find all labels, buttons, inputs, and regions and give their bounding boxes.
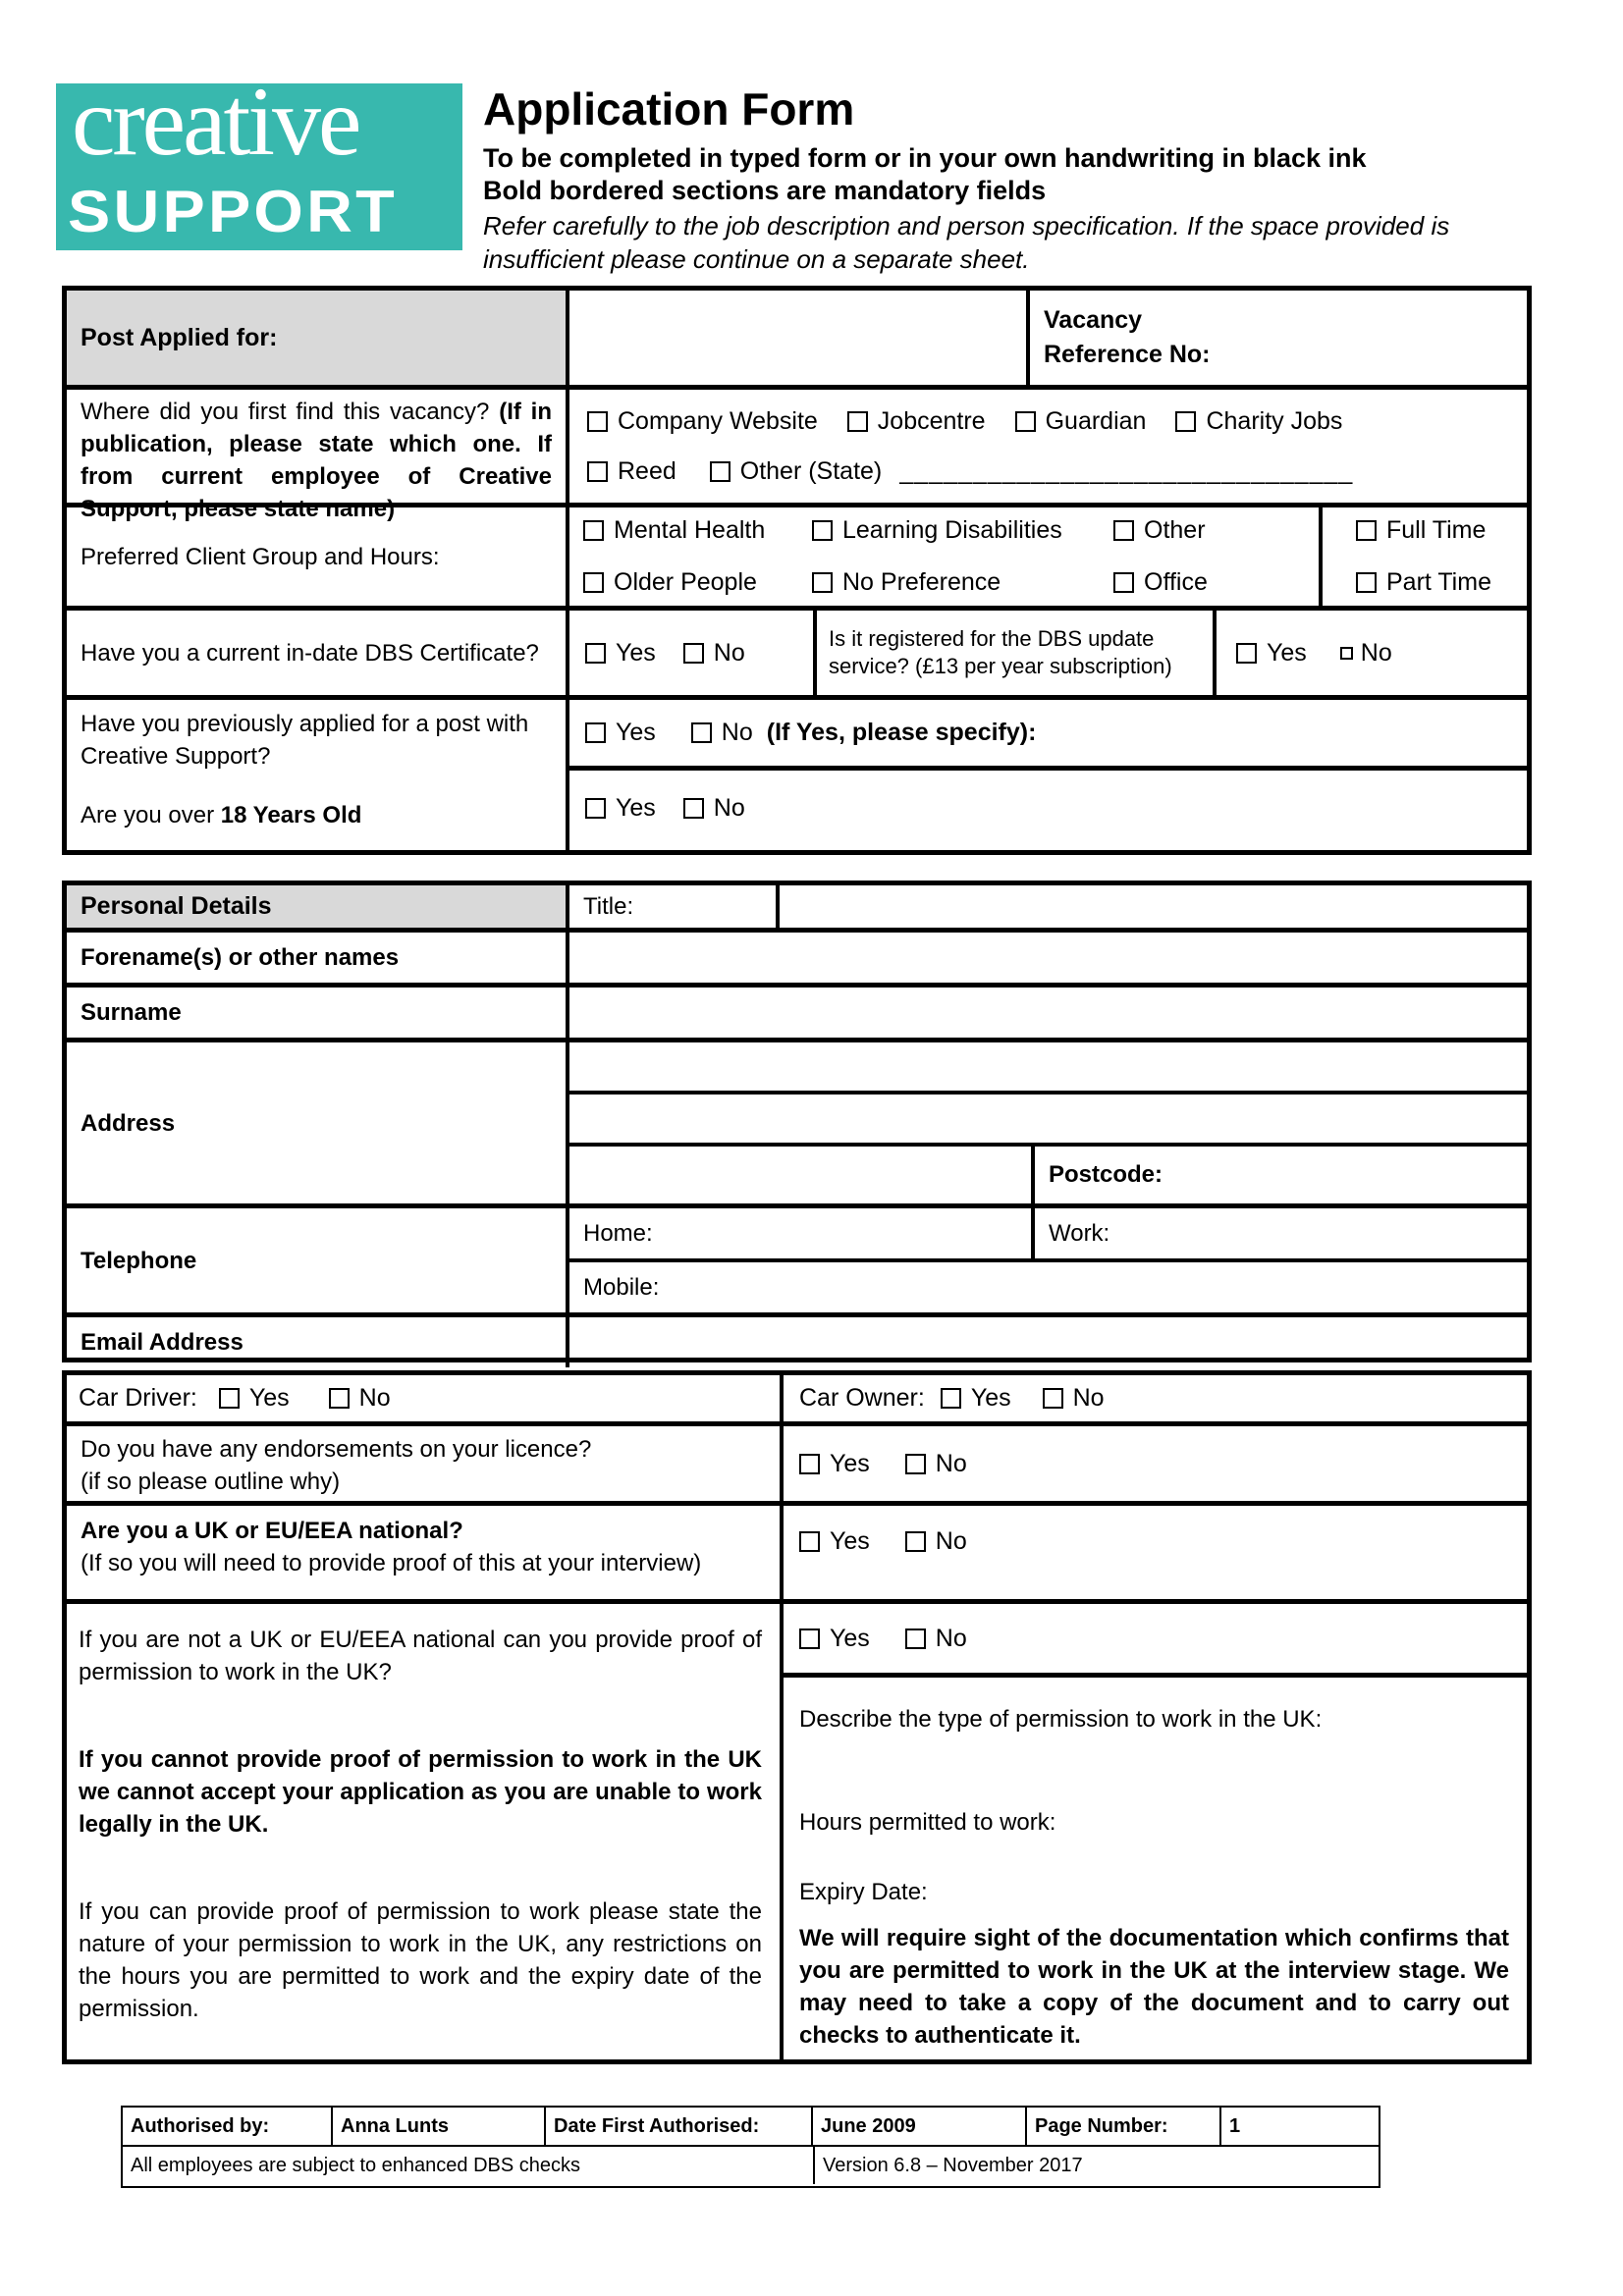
checkbox-company-website[interactable] <box>587 407 818 436</box>
checkbox-icon[interactable] <box>1015 411 1036 432</box>
find-vacancy-question-text: Where did you first find this vacancy? <box>81 399 490 425</box>
checkbox-icon[interactable] <box>329 1388 350 1409</box>
checkbox-other-state[interactable] <box>710 457 883 486</box>
previous-application-question: Have you previously applied for a post with Creative Support? <box>81 711 529 770</box>
checkbox-icon[interactable] <box>1113 520 1134 541</box>
post-applied-label: Post Applied for: <box>67 291 566 385</box>
find-vacancy-question-note: (If in publication, please state which one. If from current employee of Creative Support, please state name) <box>81 399 552 522</box>
address-line1-input[interactable] <box>569 1042 1527 1095</box>
car-row <box>67 1375 1527 1426</box>
checkbox-label: Yes <box>830 1449 870 1477</box>
checkbox-label: Yes <box>830 1624 870 1652</box>
checkbox-label: Company Website <box>618 406 818 435</box>
authorised-by-label: Authorised by: <box>131 2114 270 2137</box>
checkbox-label: Yes <box>248 1384 290 1412</box>
checkbox-label: Yes <box>616 638 656 667</box>
checkbox-dbs-no[interactable] <box>683 639 745 667</box>
vacancy-ref-line1: Vacancy <box>1044 306 1143 334</box>
checkbox-icon[interactable] <box>683 798 704 819</box>
checkbox-icon[interactable] <box>710 461 730 482</box>
age-question <box>81 799 552 831</box>
checkbox-icon[interactable] <box>585 722 606 743</box>
endorsements-question: Do you have any endorsements on your licence? <box>81 1436 592 1463</box>
checkbox-label: No <box>1072 1384 1105 1412</box>
checkbox-label: No <box>713 638 745 667</box>
checkbox-icon[interactable] <box>1043 1388 1063 1409</box>
checkbox-icon[interactable] <box>799 1531 820 1552</box>
endorsements-answer <box>780 1426 1527 1501</box>
telephone-label: Telephone <box>81 1247 197 1274</box>
previous-age-answers <box>566 700 1527 855</box>
checkbox-label: Other <box>1144 516 1206 544</box>
surname-row <box>67 988 1527 1042</box>
permission-details-cell <box>784 1678 1527 2059</box>
title-input[interactable] <box>776 885 1527 928</box>
mobile-phone-label: Mobile: <box>583 1273 660 1301</box>
authorised-by-value: Anna Lunts <box>331 2108 544 2145</box>
checkbox-icon[interactable] <box>691 722 712 743</box>
checkbox-office[interactable] <box>1113 568 1208 597</box>
checkbox-label: No <box>713 793 745 822</box>
date-first-authorised-label: Date First Authorised: <box>544 2108 811 2145</box>
logo-support-text: SUPPORT <box>68 179 398 244</box>
page-number-value: 1 <box>1219 2108 1379 2145</box>
checkbox-label: Charity Jobs <box>1206 406 1343 435</box>
personal-details-header-row <box>67 885 1527 933</box>
checkbox-label: Full Time <box>1386 516 1487 544</box>
email-row <box>67 1317 1527 1367</box>
car-owner-label: Car Owner: <box>799 1384 925 1412</box>
checkbox-icon[interactable] <box>585 798 606 819</box>
post-applied-input[interactable] <box>566 291 1026 385</box>
address-inputs <box>566 1042 1527 1203</box>
documentation-statement: We will require sight of the documentation which confirms that you are permitted to work in the UK at the interview stage. We may need to take a copy of the document and to carry out checks to authenticate it. <box>799 1925 1509 2049</box>
authorisation-footer-table <box>121 2106 1380 2188</box>
age-question-prefix: Are you over <box>81 802 221 828</box>
checkbox-learning-disabilities[interactable] <box>812 516 1113 545</box>
checkbox-icon[interactable] <box>1175 411 1196 432</box>
checkbox-icon[interactable] <box>1340 647 1353 660</box>
checkbox-icon[interactable] <box>587 461 608 482</box>
checkbox-label: No <box>1360 638 1392 667</box>
checkbox-car-driver-yes[interactable] <box>219 1384 290 1413</box>
vacancy-source-options <box>566 390 1527 503</box>
footer-row-1 <box>123 2108 1379 2147</box>
checkbox-no-preference[interactable] <box>812 568 1113 597</box>
vacancy-ref-line2: Reference No: <box>1044 341 1211 368</box>
checkbox-icon[interactable] <box>847 411 868 432</box>
dbs-checks-note: All employees are subject to enhanced DBS checks <box>131 2154 581 2176</box>
checkbox-label: No <box>721 719 753 746</box>
checkbox-uk-national-no[interactable] <box>905 1527 967 1556</box>
checkbox-part-time[interactable] <box>1356 568 1527 597</box>
checkbox-full-time[interactable] <box>1356 516 1527 545</box>
checkbox-label: No <box>935 1449 967 1477</box>
checkbox-dbs-yes[interactable] <box>585 639 656 667</box>
previous-and-age-rows <box>67 700 1527 855</box>
address-line2-input[interactable] <box>569 1095 1527 1146</box>
checkbox-dbs-update-yes[interactable] <box>1236 639 1307 667</box>
checkbox-endorsements-yes[interactable] <box>799 1450 870 1478</box>
telephone-home-work <box>569 1208 1527 1262</box>
address-line3-input[interactable] <box>569 1147 1031 1203</box>
checkbox-car-owner-yes[interactable] <box>941 1384 1011 1413</box>
checkbox-label: Learning Disabilities <box>842 516 1062 544</box>
creative-support-logo <box>56 83 462 250</box>
footer-row-2 <box>123 2147 1379 2184</box>
email-input[interactable] <box>566 1317 1527 1367</box>
version-text: Version 6.8 – November 2017 <box>813 2147 1379 2184</box>
address-label: Address <box>81 1109 176 1137</box>
forename-input[interactable] <box>566 933 1527 983</box>
checkbox-icon[interactable] <box>1113 572 1134 593</box>
checkbox-icon[interactable] <box>583 572 604 593</box>
checkbox-label: Yes <box>830 1527 870 1555</box>
checkbox-icon[interactable] <box>905 1454 926 1474</box>
vacancy-section-table <box>62 286 1532 855</box>
checkbox-label: No <box>358 1384 391 1412</box>
title-label: Title: <box>566 885 776 928</box>
header-instruction-1: To be completed in typed form or in your own handwriting in black ink <box>483 142 1367 173</box>
preferred-group-label: Preferred Client Group and Hours: <box>81 543 440 570</box>
personal-details-header: Personal Details <box>67 885 566 928</box>
telephone-row <box>67 1208 1527 1317</box>
eligibility-table <box>62 1370 1532 2064</box>
checkbox-label: No <box>935 1624 967 1652</box>
checkbox-guardian[interactable] <box>1015 407 1147 436</box>
page-number-label: Page Number: <box>1025 2108 1219 2145</box>
dbs-update-yes-no <box>1213 611 1527 695</box>
age-question-bold: 18 Years Old <box>220 802 362 828</box>
work-permission-row <box>67 1604 1527 2064</box>
hours-permitted-label: Hours permitted to work: <box>799 1809 1056 1836</box>
checkbox-label: Other (State) <box>739 456 883 485</box>
endorsements-row <box>67 1426 1527 1506</box>
find-vacancy-question <box>67 390 566 522</box>
work-permission-answers <box>780 1604 1527 2064</box>
checkbox-age-no[interactable] <box>683 794 745 823</box>
dbs-question: Have you a current in-date DBS Certificate? <box>81 639 539 667</box>
client-group-row <box>67 507 1527 611</box>
other-state-input[interactable]: _______________________________ <box>899 456 1354 485</box>
address-line3 <box>569 1147 1527 1203</box>
checkbox-label: Reed <box>618 456 676 485</box>
checkbox-permission-no[interactable] <box>905 1625 967 1653</box>
checkbox-label: Jobcentre <box>877 406 986 435</box>
header-instruction-2: Bold bordered sections are mandatory fields <box>483 176 1047 206</box>
age-answer <box>569 771 1527 845</box>
previous-age-labels <box>67 700 566 855</box>
checkbox-icon[interactable] <box>219 1388 240 1409</box>
uk-national-question: Are you a UK or EU/EEA national? <box>81 1518 463 1544</box>
checkbox-icon[interactable] <box>683 643 704 664</box>
checkbox-previous-yes[interactable] <box>585 719 656 747</box>
client-group-options <box>566 507 1319 606</box>
work-permission-questions <box>67 1604 780 2064</box>
checkbox-label: Yes <box>616 793 656 822</box>
page-title: Application Form <box>483 83 855 134</box>
checkbox-icon[interactable] <box>587 411 608 432</box>
checkbox-label: Yes <box>970 1384 1011 1412</box>
forename-row <box>67 933 1527 988</box>
expiry-date-label: Expiry Date: <box>799 1879 928 1905</box>
checkbox-icon[interactable] <box>585 643 606 664</box>
car-driver-cell <box>67 1375 780 1421</box>
checkbox-car-owner-no[interactable] <box>1043 1384 1105 1413</box>
checkbox-reed[interactable] <box>587 457 676 486</box>
checkbox-charity-jobs[interactable] <box>1175 407 1342 436</box>
checkbox-uk-national-yes[interactable] <box>799 1527 870 1556</box>
post-applied-row <box>67 291 1527 390</box>
checkbox-icon[interactable] <box>812 572 833 593</box>
checkbox-previous-no[interactable] <box>691 719 753 747</box>
checkbox-icon[interactable] <box>1236 643 1257 664</box>
checkbox-endorsements-no[interactable] <box>905 1450 967 1478</box>
dbs-update-question: Is it registered for the DBS update service? (£13 per year subscription) <box>813 611 1213 695</box>
home-phone-label: Home: <box>583 1219 653 1247</box>
cannot-provide-statement: If you cannot provide proof of permission to work in the UK we cannot accept your application as you are unable to work legally in the UK. <box>79 1746 762 1838</box>
checkbox-icon[interactable] <box>799 1454 820 1474</box>
work-phone-label: Work: <box>1031 1208 1527 1258</box>
checkbox-jobcentre[interactable] <box>847 407 986 436</box>
checkbox-label: No <box>935 1527 967 1555</box>
checkbox-label: Office <box>1144 568 1208 596</box>
checkbox-icon[interactable] <box>941 1388 961 1409</box>
dbs-yes-no <box>566 611 813 695</box>
checkbox-label: Part Time <box>1386 568 1491 596</box>
checkbox-label: Yes <box>616 719 656 746</box>
logo-creative-text: creative <box>72 83 359 176</box>
checkbox-mental-health[interactable] <box>583 516 812 545</box>
telephone-inputs <box>566 1208 1527 1312</box>
car-driver-label: Car Driver: <box>79 1384 197 1412</box>
checkbox-car-driver-no[interactable] <box>329 1384 391 1413</box>
postcode-label: Postcode: <box>1031 1147 1527 1203</box>
describe-permission-label: Describe the type of permission to work in the UK: <box>799 1706 1323 1733</box>
surname-input[interactable] <box>566 988 1527 1038</box>
uk-national-note: (If so you will need to provide proof of this at your interview) <box>81 1550 702 1576</box>
checkbox-icon[interactable] <box>799 1629 820 1649</box>
checkbox-label: No Preference <box>842 568 1001 596</box>
checkbox-label: Mental Health <box>614 516 766 544</box>
checkbox-icon[interactable] <box>1356 572 1377 593</box>
car-owner-cell <box>780 1375 1527 1421</box>
telephone-mobile <box>569 1262 1527 1313</box>
forename-label: Forename(s) or other names <box>81 944 400 971</box>
uk-national-row <box>67 1506 1527 1604</box>
checkbox-label: Yes <box>1267 638 1307 667</box>
vacancy-source-row <box>67 390 1527 522</box>
vacancy-reference-label <box>1026 291 1527 385</box>
address-row <box>67 1042 1527 1208</box>
header-text-block <box>483 84 1563 277</box>
hours-options <box>1319 507 1527 606</box>
checkbox-label: Guardian <box>1045 406 1147 435</box>
surname-label: Surname <box>81 999 182 1026</box>
checkbox-label: Older People <box>614 568 757 596</box>
email-label: Email Address <box>81 1329 243 1356</box>
can-provide-statement: If you can provide proof of permission to work please state the nature of your permission to work in the UK, any restrictions on the hours you are permitted to work and the expiry date of the permission. <box>79 1898 762 2022</box>
checkbox-other-group[interactable] <box>1113 516 1206 545</box>
not-uk-question: If you are not a UK or EU/EEA national can you provide proof of permission to work in the UK? <box>79 1627 762 1685</box>
not-uk-answer <box>784 1604 1527 1678</box>
previous-specify-note: (If Yes, please specify): <box>766 719 1037 746</box>
personal-details-table <box>62 881 1532 1362</box>
checkbox-older-people[interactable] <box>583 568 812 597</box>
dbs-row <box>67 611 1527 700</box>
endorsements-note: (if so please outline why) <box>81 1468 341 1495</box>
uk-national-question-cell <box>67 1506 780 1599</box>
previous-application-answer <box>569 700 1527 771</box>
checkbox-icon[interactable] <box>583 520 604 541</box>
checkbox-icon[interactable] <box>905 1629 926 1649</box>
date-first-authorised-value: June 2009 <box>811 2108 1025 2145</box>
uk-national-answer <box>780 1506 1527 1599</box>
header-note: Refer carefully to the job description and person specification. If the space provided is insufficient please continue on a separate sheet. <box>483 211 1450 274</box>
endorsements-question-cell <box>67 1426 780 1501</box>
checkbox-icon[interactable] <box>905 1531 926 1552</box>
checkbox-age-yes[interactable] <box>585 794 656 823</box>
checkbox-dbs-update-no[interactable] <box>1340 639 1392 667</box>
checkbox-icon[interactable] <box>812 520 833 541</box>
checkbox-icon[interactable] <box>1356 520 1377 541</box>
checkbox-permission-yes[interactable] <box>799 1625 870 1653</box>
